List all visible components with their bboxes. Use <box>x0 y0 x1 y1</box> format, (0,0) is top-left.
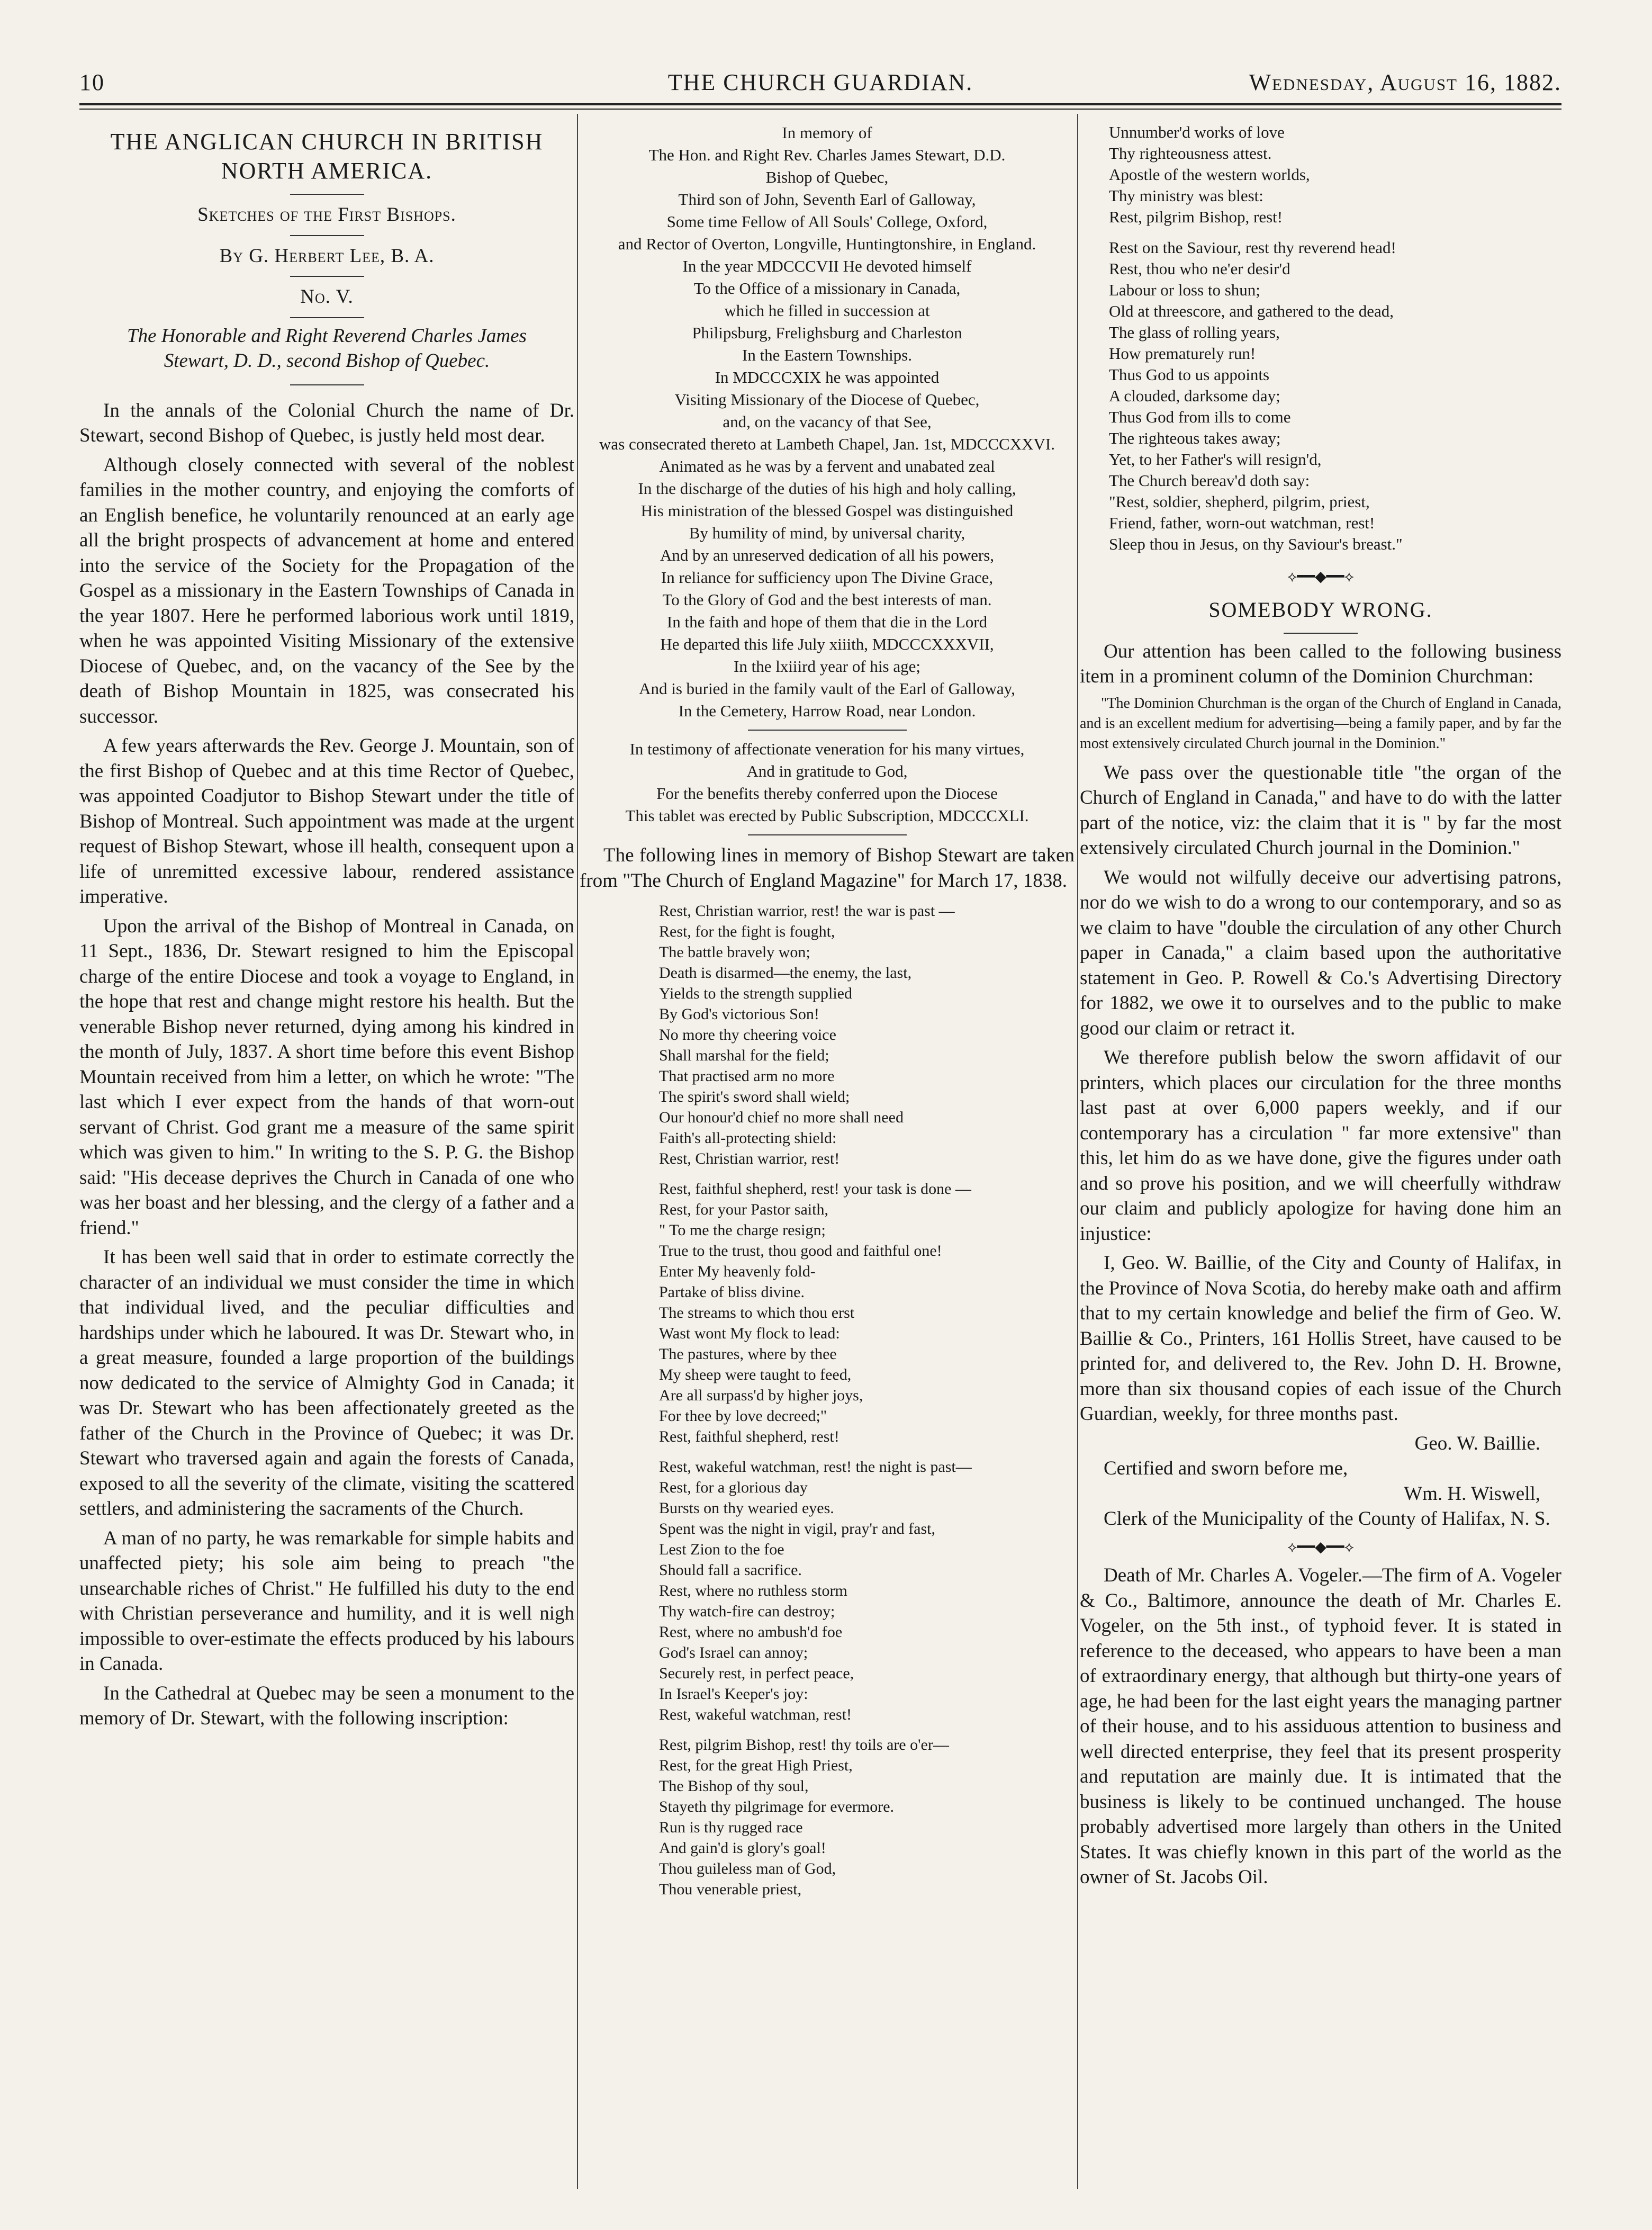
paragraph: We therefore publish below the sworn affidavit of our printers, which places our circulation for the three months last past at over 6,000 papers weekly, and if our contemporary has a circulation " far more extensive" than this, let him do as we have done, give the figures under oath and so prove his position, and we will cheerfully withdraw our claim and publicly apologize for having done him an injustice: <box>1080 1047 1561 1245</box>
poem-line: Stayeth thy pilgrimage for evermore. <box>659 1798 895 1815</box>
inscription-line: In memory of <box>782 123 872 142</box>
page-number: 10 <box>79 69 105 95</box>
header-rule <box>79 103 1561 105</box>
inscription-line: and, on the vacancy of that See, <box>723 412 932 431</box>
paragraph: We pass over the questionable title "the organ of the Church of England in Canada," and have to do with the latter part of the notice, viz: the claim that it is " by far the most extensively circulated Church journal in the Dominion." <box>1080 761 1561 859</box>
poem-line: And gain'd is glory's goal! <box>659 1839 826 1857</box>
poem-line: Rest, faithful shepherd, rest! your task is done — <box>659 1180 971 1198</box>
poem-line: For thee by love decreed;" <box>659 1407 827 1425</box>
poem-line: Rest, Christian warrior, rest! <box>659 1150 840 1167</box>
inscription-line: In the faith and hope of them that die in the Lord <box>666 613 988 631</box>
poem-line: Rest, faithful shepherd, rest! <box>659 1428 839 1445</box>
header-rule-thin <box>79 109 1561 110</box>
paragraph: We would not wilfully deceive our advertising patrons, nor do we wish to do a wrong to our contemporary, and so as we claim to have "double the circulation of any other Church paper in Canada," a claim based upon the authoritative statement in Geo. P. Rowell & Co.'s Advertising Directory for 1882, we owe it to ourselves and to the public to make good our claim or retract it. <box>1080 866 1561 1039</box>
poem-line: Rest, where no ambush'd foe <box>659 1623 843 1641</box>
poem-line: Thus God from ills to come <box>1109 408 1291 426</box>
inscription-line: was consecrated thereto at Lambeth Chapel, Jan. 1st, MDCCCXXVI. <box>599 435 1055 453</box>
poem-line: No more thy cheering voice <box>659 1026 836 1044</box>
subject-line-1: The Honorable and Right Reverend Charles James <box>127 325 527 347</box>
poem-line: Lest Zion to the foe <box>659 1541 784 1558</box>
poem-line: Thy righteousness attest. <box>1109 144 1272 163</box>
inscription-line: And in gratitude to God, <box>746 762 908 780</box>
paper-title: THE CHURCH GUARDIAN. <box>667 69 973 95</box>
paragraph: A few years afterwards the Rev. George J. Mountain, son of the first Bishop of Quebec and at this time Rector of Quebec, was appointed Coadjutor to Bishop Stewart under the title of Bishop of Montreal. Such appointment was made at the urgent request of Bishop Stewart, whose ill health, consequent upon a life of unremitted excessive labour, rendered assistance imperative. <box>79 735 574 907</box>
divider <box>290 276 364 277</box>
poem-line: Unnumber'd works of love <box>1109 123 1285 141</box>
clerk-line: Clerk of the Municipality of the County of Halifax, N. S. <box>1104 1508 1550 1530</box>
poem-line: Rest, wakeful watchman, rest! <box>659 1706 852 1723</box>
memorial-poem-continued <box>1080 122 1561 555</box>
poem-line: Rest, for the fight is fought, <box>659 923 835 940</box>
poem-line: The righteous takes away; <box>1109 429 1281 447</box>
poem-line: My sheep were taught to feed, <box>659 1366 852 1383</box>
issue-date: Wednesday, August 16, 1882. <box>1249 69 1561 95</box>
poem-stanza <box>1109 237 1561 555</box>
inscription-line: This tablet was erected by Public Subscription, MDCCCXLI. <box>625 806 1029 825</box>
inscription-line: Some time Fellow of All Souls' College, Oxford, <box>666 212 988 231</box>
poem-line: How prematurely run! <box>1109 344 1256 363</box>
poem-line: Labour or loss to shun; <box>1109 281 1260 299</box>
divider <box>290 194 364 195</box>
poem-line: The spirit's sword shall wield; <box>659 1088 850 1105</box>
poem-stanza <box>659 1734 1075 1900</box>
poem-line: That practised arm no more <box>659 1067 835 1085</box>
inscription-line: Animated as he was by a fervent and unabated zeal <box>659 457 995 475</box>
poem-line: Sleep thou in Jesus, on thy Saviour's breast." <box>1109 535 1403 553</box>
poem-line: Old at threescore, and gathered to the dead, <box>1109 302 1394 320</box>
inscription-line: In testimony of affectionate veneration for his many virtues, <box>629 740 1025 758</box>
poem-line: Our honour'd chief no more shall need <box>659 1109 904 1126</box>
poem-line: Securely rest, in perfect peace, <box>659 1665 854 1682</box>
inscription-line: For the benefits thereby conferred upon the Diocese <box>656 784 998 803</box>
inscription-line: In the Cemetery, Harrow Road, near London. <box>678 702 976 720</box>
article-subheading: Sketches of the First Bishops. <box>197 204 456 226</box>
paragraph: Although closely connected with several of the noblest families in the mother country, and enjoying the comforts of an English benefice, he voluntarily renounced at an early age all the bright prospects of advancement at home and entered into the service of the Society for the Propagation of the Gospel as a missionary in the Eastern Townships of Canada in the year 1807. Here he performed laborious work until 1819, when he was appointed Visiting Missionary of the extensive Diocese of Quebec, and, on the vacancy of the See by the death of Bishop Mountain in 1825, was consecrated his successor. <box>79 454 574 727</box>
divider <box>290 235 364 236</box>
poem-stanza <box>659 901 1075 1169</box>
ornament-divider: ⟡━━◆━━⟡ <box>1287 1539 1354 1555</box>
poem-line: Rest, pilgrim Bishop, rest! <box>1109 208 1283 226</box>
paragraph: In the Cathedral at Quebec may be seen a monument to the memory of Dr. Stewart, with the following inscription: <box>79 1682 574 1729</box>
column-2 <box>580 122 1075 1909</box>
inscription-line: Philipsburg, Frelighsburg and Charleston <box>692 323 962 342</box>
poem-line: " To me the charge resign; <box>659 1221 826 1239</box>
poem-line: Wast wont My flock to lead: <box>659 1325 840 1342</box>
poem-line: Rest, for your Pastor saith, <box>659 1201 828 1218</box>
quoted-notice: "The Dominion Churchman is the organ of the Church of England in Canada, and is an excellent medium for advertising—being a family paper, and by far the most extensively circulated Church journal in the Dominion." <box>1080 695 1561 752</box>
poem-line: True to the trust, thou good and faithful one! <box>659 1242 942 1260</box>
paragraph: Upon the arrival of the Bishop of Montreal in Canada, on 11 Sept., 1836, Dr. Stewart resigned to him the Episcopal charge of the entire Diocese and took a voyage to England, in the hope that rest and change might restore his health. But the venerable Bishop never returned, dying among his kindred in the month of July, 1837. A short time before this event Bishop Mountain received from him a letter, on which he wrote: "The last which I ever expect from the hands of that worn-out servant of Christ. God grant me a measure of the same spirit which was given to him." In writing to the S. P. G. the Bishop said: "His decease deprives the Church in Canada of one who was her boast and her blessing, and the clergy of a father and a friend." <box>79 915 574 1239</box>
inscription-line: To the Glory of God and the best interests of man. <box>662 590 992 609</box>
poem-line: Rest, for a glorious day <box>659 1479 808 1496</box>
poem-line: Death is disarmed—the enemy, the last, <box>659 964 912 982</box>
inscription-line: which he filled in succession at <box>724 301 930 320</box>
poem-line: Spent was the night in vigil, pray'r and fast, <box>659 1520 935 1537</box>
paragraph: In the annals of the Colonial Church the name of Dr. Stewart, second Bishop of Quebec, is justly held most dear. <box>79 399 574 446</box>
poem-line: Bursts on thy wearied eyes. <box>659 1499 834 1517</box>
column-1 <box>79 122 574 1736</box>
monument-inscription <box>580 122 1075 722</box>
inscription-line: To the Office of a missionary in Canada, <box>693 279 961 298</box>
divider <box>1284 633 1358 634</box>
poem-line: The pastures, where by thee <box>659 1345 837 1363</box>
poem-line: Rest, Christian warrior, rest! the war is past — <box>659 902 955 920</box>
poem-line: By God's victorious Son! <box>659 1005 819 1023</box>
poem-stanza <box>659 1179 1075 1447</box>
poem-line: Friend, father, worn-out watchman, rest! <box>1109 514 1375 532</box>
paragraph: A man of no party, he was remarkable for simple habits and unaffected piety; his sole aim being to preach "the unsearchable riches of Christ." He fulfilled his duty to the end with Christian perseverance and humility, and it is well nigh impossible to over-estimate the effects produced by his labours in Canada. <box>79 1527 574 1675</box>
poem-line: Rest on the Saviour, rest thy reverend head! <box>1109 238 1396 257</box>
poem-line: Are all surpass'd by higher joys, <box>659 1387 863 1404</box>
inscription-line: In the year MDCCCVII He devoted himself <box>682 257 972 275</box>
poem-line: Enter My heavenly fold- <box>659 1263 816 1280</box>
divider <box>748 834 907 835</box>
poem-line: Rest, for the great High Priest, <box>659 1757 853 1774</box>
article-heading-2: SOMEBODY WRONG. <box>1208 597 1433 622</box>
poem-line: Thy ministry was blest: <box>1109 186 1263 205</box>
tablet-inscription <box>580 738 1075 827</box>
memorial-poem <box>580 901 1075 1900</box>
poem-line: "Rest, soldier, shepherd, pilgrim, priest, <box>1109 492 1370 511</box>
poem-line: Shall marshal for the field; <box>659 1047 829 1064</box>
poem-line: Partake of bliss divine. <box>659 1283 805 1301</box>
inscription-line: In the lxiiird year of his age; <box>734 657 920 676</box>
column-3 <box>1080 122 1561 1894</box>
article-heading: THE ANGLICAN CHURCH IN BRITISH NORTH AMERICA. <box>110 129 544 184</box>
inscription-line: And is buried in the family vault of the Earl of Galloway, <box>639 679 1015 698</box>
inscription-line: Visiting Missionary of the Diocese of Quebec, <box>674 390 980 409</box>
poem-line: Thou guileless man of God, <box>659 1860 836 1877</box>
subject-line-2: Stewart, D. D., second Bishop of Quebec. <box>164 350 490 372</box>
poem-line: Faith's all-protecting shield: <box>659 1129 837 1147</box>
poem-line: Thou venerable priest, <box>659 1881 802 1898</box>
certified-line: Certified and sworn before me, <box>1104 1458 1348 1479</box>
inscription-line: His ministration of the blessed Gospel was distinguished <box>640 501 1014 520</box>
inscription-line: and Rector of Overton, Longville, Huntingtonshire, in England. <box>618 235 1036 253</box>
poem-line: Rest, pilgrim Bishop, rest! thy toils are o'er— <box>659 1736 949 1754</box>
poem-line: Rest, wakeful watchman, rest! the night is past— <box>659 1458 972 1476</box>
poem-line: Thus God to us appoints <box>1109 365 1270 384</box>
poem-line: The battle bravely won; <box>659 943 810 961</box>
signature-wiswell: Wm. H. Wiswell, <box>1404 1482 1540 1505</box>
poem-line: Yet, to her Father's will resign'd, <box>1109 450 1322 469</box>
poem-line: Should fall a sacrifice. <box>659 1561 802 1579</box>
divider <box>290 384 364 385</box>
poem-line: In Israel's Keeper's joy: <box>659 1685 808 1703</box>
death-notice: Death of Mr. Charles A. Vogeler.—The firm of A. Vogeler & Co., Baltimore, announce the death of Mr. Charles E. Vogeler, on the 5th inst., of typhoid fever. It is stated in reference to the deceased, who appears to have been a man of extraordinary energy, that although but thirty-one years of age, he had been for the last eight years the managing partner of their house, and to his assiduous attention to business and well directed enterprise, they feel that its present prosperity and reputation are mainly due. It is intimated that the business is likely to be continued unchanged. The house probably advertised more largely than others in the United States. It was chiefly known in this part of the world as the owner of St. Jacobs Oil. <box>1080 1564 1561 1888</box>
paragraph: Our attention has been called to the following business item in a prominent column of the Dominion Churchman: <box>1080 640 1561 687</box>
poem-stanza <box>659 1456 1075 1725</box>
poem-line: God's Israel can annoy; <box>659 1644 808 1661</box>
inscription-line: In the discharge of the duties of his high and holy calling, <box>638 479 1016 498</box>
poem-line: The glass of rolling years, <box>1109 323 1280 341</box>
poem-stanza <box>1109 122 1561 228</box>
poem-line: The Bishop of thy soul, <box>659 1777 809 1795</box>
poem-line: Yields to the strength supplied <box>659 985 852 1002</box>
poem-line: Rest, thou who ne'er desir'd <box>1109 259 1290 278</box>
page-header <box>79 69 1561 101</box>
inscription-line: He departed this life July xiiith, MDCCCXXXVII, <box>660 635 994 653</box>
poem-line: The streams to which thou erst <box>659 1304 855 1321</box>
poem-line: Run is thy rugged race <box>659 1819 803 1836</box>
inscription-line: The Hon. and Right Rev. Charles James Stewart, D.D. <box>648 146 1006 164</box>
affidavit: I, Geo. W. Baillie, of the City and County of Halifax, in the Province of Nova Scotia, do hereby make oath and affirm that to my certain knowledge and belief the firm of Geo. W. Baillie & Co., Printers, 161 Hollis Street, have caused to be printed for, and delivered to, the Rev. John D. H. Browne, more than six thousand copies of each issue of the Church Guardian, weekly, for three months past. <box>1080 1252 1561 1425</box>
byline: By G. Herbert Lee, B. A. <box>219 245 435 267</box>
inscription-line: In reliance for sufficiency upon The Divine Grace, <box>661 568 994 587</box>
poem-line: Thy watch-fire can destroy; <box>659 1603 835 1620</box>
poem-line: The Church bereav'd doth say: <box>1109 471 1310 490</box>
inscription-line: Bishop of Quebec, <box>765 168 889 186</box>
inscription-line: Third son of John, Seventh Earl of Galloway, <box>678 190 976 209</box>
inscription-line: By humility of mind, by universal charity, <box>689 524 965 542</box>
signature-baillie: Geo. W. Baillie. <box>1414 1432 1540 1454</box>
column-divider <box>1077 114 1078 2189</box>
inscription-line: And by an unreserved dedication of all his powers, <box>660 546 995 564</box>
inscription-line: In the Eastern Townships. <box>742 346 912 364</box>
column-divider <box>577 114 578 2189</box>
inscription-line: In MDCCCXIX he was appointed <box>715 368 940 386</box>
poem-intro: The following lines in memory of Bishop Stewart are taken from "The Church of England Magazine" for March 17, 1838. <box>580 844 1075 892</box>
ornament-divider: ⟡━━◆━━⟡ <box>1287 569 1354 585</box>
divider <box>290 317 364 318</box>
paragraph: It has been well said that in order to estimate correctly the character of an individual we must consider the time in which that individual lived, and the peculiar difficulties and hardships under which he laboured. It was Dr. Stewart who, in a great measure, founded a large proportion of the buildings now dedicated to the service of Almighty God in Canada; it was Dr. Stewart who has been affectionately greeted as the father of the Church in the Province of Quebec; it was Dr. Stewart who traversed again and again the forests of Canada, exposed to all the severity of the climate, visiting the scattered settlers, and administering the sacraments of the Church. <box>79 1246 574 1519</box>
poem-line: Apostle of the western worlds, <box>1109 165 1310 184</box>
article-number: No. V. <box>300 286 354 308</box>
poem-line: A clouded, darksome day; <box>1109 386 1280 405</box>
divider <box>748 730 907 731</box>
poem-line: Rest, where no ruthless storm <box>659 1582 847 1599</box>
